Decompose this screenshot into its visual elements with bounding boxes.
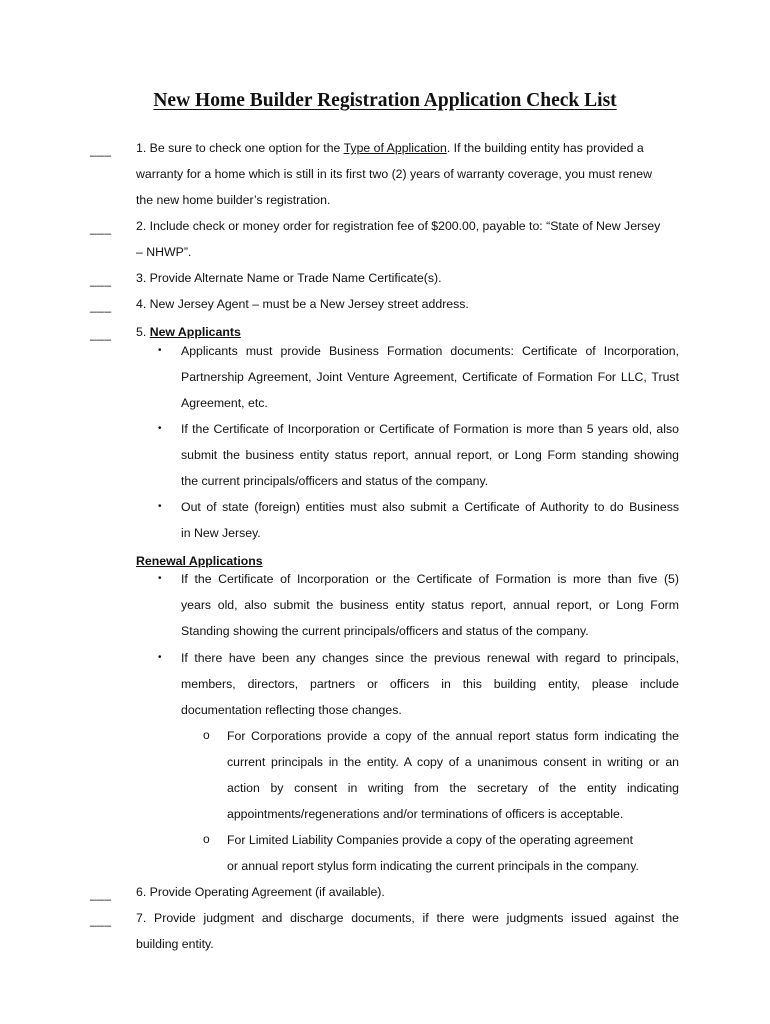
checkbox-blank-3: ___: [90, 273, 112, 287]
item-7-line-2: building entity.: [136, 937, 214, 951]
bullet-icon: •: [158, 573, 162, 584]
item-6-line: 6. Provide Operating Agreement (if available).: [136, 885, 385, 899]
renewal-bullet-2-line-2: members, directors, partners or officers in this building entity, please include: [181, 677, 679, 691]
renewal-bullet-1-line-3: Standing showing the current principals/officers and status of the company.: [181, 624, 589, 638]
checkbox-blank-6: ___: [90, 887, 112, 901]
sub-bullet-1-line-4: appointments/regenerations and/or terminations of officers is acceptable.: [227, 807, 624, 821]
sub-bullet-1-line-1: For Corporations provide a copy of the annual report status form indicating the: [227, 729, 679, 743]
checkbox-blank-2: ___: [90, 221, 112, 235]
renewal-applications-heading: Renewal Applications: [136, 554, 263, 568]
checkbox-blank-5: ___: [90, 327, 112, 341]
sub-bullet-2-line-1: For Limited Liability Companies provide a copy of the operating agreement: [227, 833, 634, 847]
sub-bullet-1-line-3: action by consent in writing from the secretary of the entity indicating: [227, 781, 679, 795]
item-1-line-3: the new home builder’s registration.: [136, 193, 331, 207]
bullet-icon: •: [158, 423, 162, 434]
type-of-application-text: Type of Application: [343, 141, 447, 155]
item-1-pre: 1. Be sure to check one option for the: [136, 141, 344, 155]
checkbox-blank-4: ___: [90, 299, 112, 313]
new-bullet-1-line-3: Agreement, etc.: [181, 396, 268, 410]
sub-bullet-1-line-2: current principals in the entity. A copy of a unanimous consent in writing or an: [227, 755, 679, 769]
new-bullet-2-line-2: submit the business entity status report, annual report, or Long Form standing showing: [181, 448, 679, 462]
new-bullet-3-line-2: in New Jersey.: [181, 526, 261, 540]
new-bullet-3-line-1: Out of state (foreign) entities must also submit a Certificate of Authority to do Business: [181, 500, 679, 514]
item-5-prefix: 5.: [136, 325, 150, 339]
item-1-line-2: warranty for a home which is still in its first two (2) years of warranty coverage, you must renew: [136, 167, 652, 181]
circle-bullet-icon: o: [203, 728, 210, 742]
checkbox-blank-7: ___: [90, 913, 112, 927]
bullet-icon: •: [158, 652, 162, 663]
renewal-bullet-2-line-1: If there have been any changes since the previous renewal with regard to principals,: [181, 651, 679, 665]
new-applicants-heading: New Applicants: [149, 325, 241, 339]
page-title: New Home Builder Registration Application Check List: [153, 90, 617, 111]
item-3-line: 3. Provide Alternate Name or Trade Name Certificate(s).: [136, 271, 442, 285]
item-4-line: 4. New Jersey Agent – must be a New Jersey street address.: [136, 297, 469, 311]
sub-bullet-2-line-2: or annual report stylus form indicating the current principals in the company.: [227, 859, 639, 873]
item-1-line-1: [136, 140, 644, 156]
new-bullet-2-line-3: the current principals/officers and status of the company.: [181, 474, 489, 488]
new-bullet-2-line-1: If the Certificate of Incorporation or Certificate of Formation is more than 5 years old, also: [181, 422, 679, 436]
bullet-icon: •: [158, 501, 162, 512]
renewal-bullet-1-line-1: If the Certificate of Incorporation or the Certificate of Formation is more than five (5): [181, 572, 679, 586]
new-bullet-1-line-1: Applicants must provide Business Formation documents: Certificate of Incorporation,: [181, 344, 679, 358]
item-7-line-1: 7. Provide judgment and discharge documents, if there were judgments issued against the: [136, 911, 679, 925]
item-2-line-1: 2. Include check or money order for registration fee of $200.00, payable to: “State of New Jersey: [136, 219, 661, 233]
item-1-post: . If the building entity has provided a: [446, 141, 644, 155]
circle-bullet-icon: o: [203, 832, 210, 846]
renewal-bullet-1-line-2: years old, also submit the business entity status report, annual report, or Long Form: [181, 598, 679, 612]
renewal-bullet-2-line-3: documentation reflecting those changes.: [181, 703, 402, 717]
item-2-line-2: – NHWP”.: [136, 245, 192, 259]
bullet-icon: •: [158, 345, 162, 356]
new-bullet-1-line-2: Partnership Agreement, Joint Venture Agreement, Certificate of Formation For LLC, Trust: [181, 370, 679, 384]
checkbox-blank-1: ___: [90, 143, 112, 157]
item-5-heading-line: [136, 324, 241, 340]
